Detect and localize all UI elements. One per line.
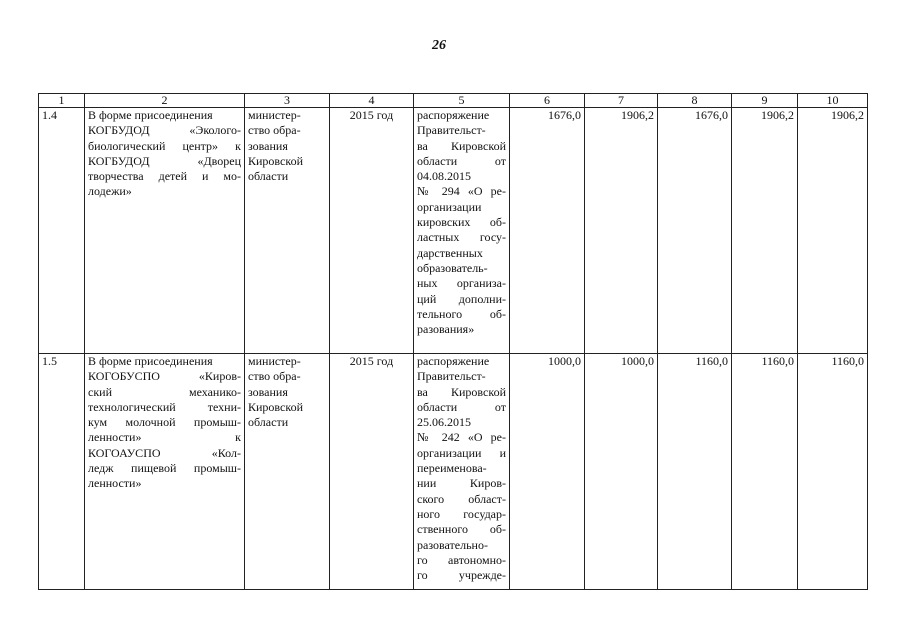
document-line: го учрежде- <box>417 568 506 583</box>
header-cell-1: 1 <box>39 94 85 108</box>
document-line: дарственных <box>417 245 483 260</box>
value-cell-10: 1160,0 <box>798 354 868 590</box>
document-line: тельного об- <box>417 306 506 321</box>
header-cell-5: 5 <box>414 94 510 108</box>
ministry-line: министер- <box>248 354 301 368</box>
header-cell-8: 8 <box>658 94 732 108</box>
description-line: технологический техни- <box>88 399 241 414</box>
document-line: организации <box>417 199 482 214</box>
description-line: лодежи» <box>88 184 132 199</box>
value-cell-7: 1000,0 <box>585 354 658 590</box>
document-line: области от <box>417 153 506 168</box>
value-cell-8: 1676,0 <box>658 108 732 354</box>
document-line: нии Киров- <box>417 476 506 491</box>
document-line: ластных госу- <box>417 230 506 245</box>
document-line: № 294 «О ре- <box>417 184 506 199</box>
description-cell <box>85 354 245 590</box>
document-line: ственного об- <box>417 522 506 537</box>
ministry-line: области <box>248 415 289 430</box>
document-line: ского област- <box>417 491 506 506</box>
ministry-line: Кировской <box>248 399 303 414</box>
document-line: образователь- <box>417 260 488 275</box>
description-line: кум молочной промыш- <box>88 415 241 430</box>
document-line: ного государ- <box>417 506 506 521</box>
document-line: 25.06.2015 <box>417 415 471 430</box>
header-cell-6: 6 <box>510 94 585 108</box>
ministry-line: ство обра- <box>248 369 301 384</box>
document-line: ций дополни- <box>417 291 506 306</box>
document-line: распоряжение <box>417 354 490 368</box>
document-line: разования» <box>417 322 475 337</box>
description-line: биологический центр» к <box>88 138 241 153</box>
description-line: КОГОАУСПО «Кол- <box>88 445 241 460</box>
document-line: № 242 «О ре- <box>417 430 506 445</box>
header-cell-3: 3 <box>245 94 330 108</box>
document-line: переименова- <box>417 461 487 476</box>
document-cell <box>414 108 510 354</box>
page-number: 26 <box>432 38 446 53</box>
header-cell-2: 2 <box>85 94 245 108</box>
description-line: КОГБУДОД «Эколого- <box>88 123 241 138</box>
description-line: В форме присоединения <box>88 108 213 122</box>
document-line: разовательно- <box>417 537 488 552</box>
description-cell <box>85 108 245 354</box>
header-cell-4: 4 <box>330 94 414 108</box>
year-cell: 2015 год <box>330 108 414 354</box>
document-line: ных организа- <box>417 276 506 291</box>
data-table <box>38 93 868 590</box>
ministry-line: Кировской <box>248 153 303 168</box>
description-line: ленности» <box>88 476 142 491</box>
value-cell-9: 1160,0 <box>732 354 798 590</box>
document-line: 04.08.2015 <box>417 169 471 184</box>
document-line: ва Кировской <box>417 384 506 399</box>
value-cell-6: 1000,0 <box>510 354 585 590</box>
document-line: Правительст- <box>417 123 486 138</box>
table-row <box>39 108 868 354</box>
row-number: 1.4 <box>39 108 85 354</box>
document-line: Правительст- <box>417 369 486 384</box>
value-cell-10: 1906,2 <box>798 108 868 354</box>
ministry-cell <box>245 108 330 354</box>
ministry-line: зования <box>248 384 288 399</box>
description-line: В форме присоединения <box>88 354 213 368</box>
description-line: ледж пищевой промыш- <box>88 461 241 476</box>
description-line: ленности» к <box>88 430 241 445</box>
value-cell-9: 1906,2 <box>732 108 798 354</box>
value-cell-6: 1676,0 <box>510 108 585 354</box>
header-cell-10: 10 <box>798 94 868 108</box>
document-cell <box>414 354 510 590</box>
document-line: го автономно- <box>417 552 506 567</box>
description-line: КОГБУДОД «Дворец <box>88 153 241 168</box>
header-cell-7: 7 <box>585 94 658 108</box>
year-cell: 2015 год <box>330 354 414 590</box>
document-line: кировских об- <box>417 215 506 230</box>
ministry-cell <box>245 354 330 590</box>
table-row <box>39 354 868 590</box>
ministry-line: ство обра- <box>248 123 301 138</box>
document-line: ва Кировской <box>417 138 506 153</box>
description-line: КОГОБУСПО «Киров- <box>88 369 241 384</box>
ministry-line: министер- <box>248 108 301 122</box>
value-cell-7: 1906,2 <box>585 108 658 354</box>
header-cell-9: 9 <box>732 94 798 108</box>
row-number: 1.5 <box>39 354 85 590</box>
header-row <box>39 94 868 108</box>
document-line: организации и <box>417 445 506 460</box>
description-line: творчества детей и мо- <box>88 169 241 184</box>
document-line: области от <box>417 399 506 414</box>
document-line: распоряжение <box>417 108 490 122</box>
ministry-line: области <box>248 169 289 184</box>
description-line: ский механико- <box>88 384 241 399</box>
value-cell-8: 1160,0 <box>658 354 732 590</box>
ministry-line: зования <box>248 138 288 153</box>
